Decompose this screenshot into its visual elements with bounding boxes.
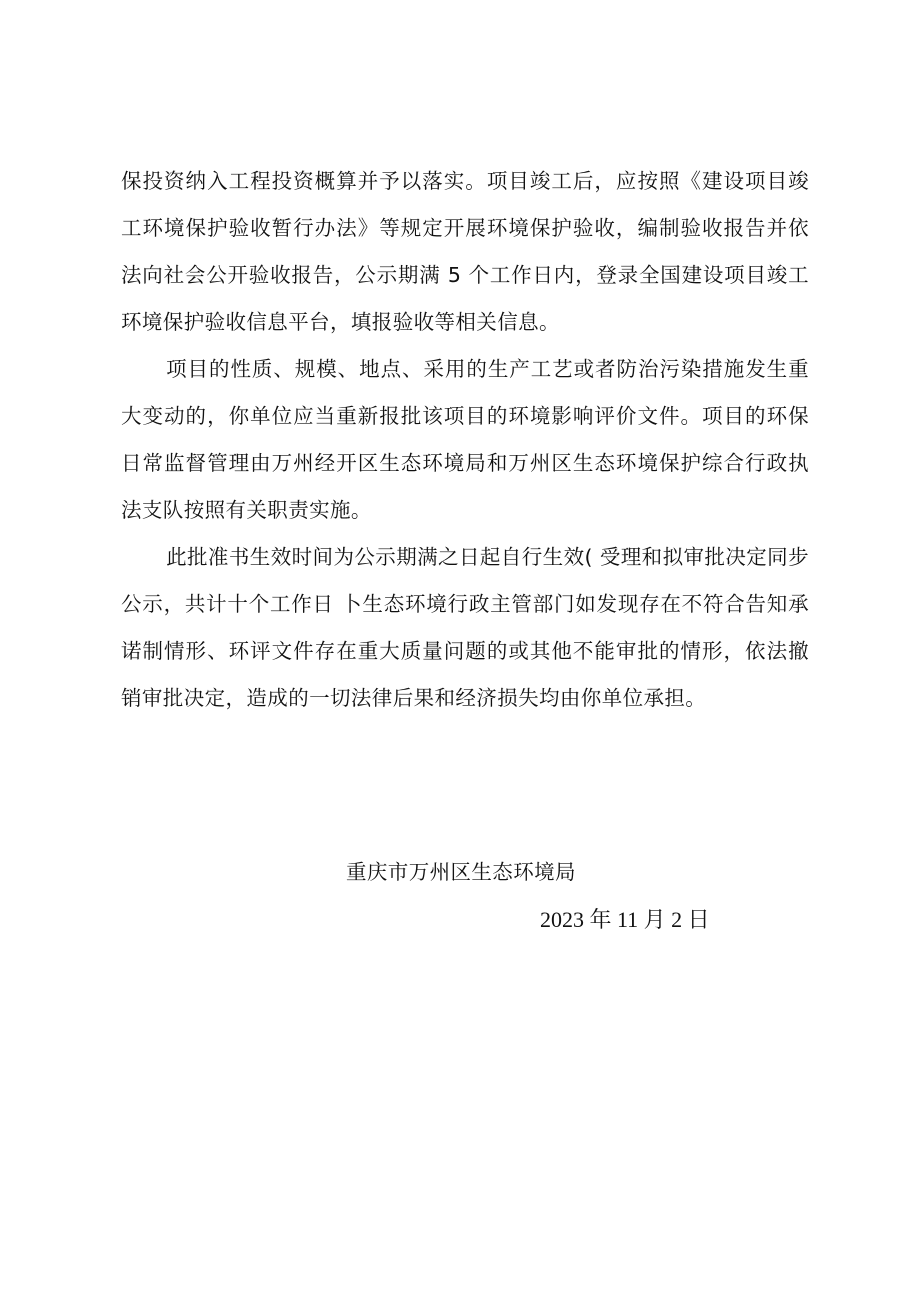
paragraph-project-changes: 项目的性质、规模、地点、采用的生产工艺或者防治污染措施发生重大变动的，你单位应当重新报批该项目的环境影响评价文件。项目的环保日常监督管理由万州经开区生态环境局和万州区生态环境保护综合行政执法支队按照有关职责实施。 bbox=[121, 357, 809, 522]
issuing-authority: 重庆市万州区生态环境局 bbox=[346, 860, 576, 884]
paragraph-effective-time: 此批准书生效时间为公示期满之日起自行生效( 受理和拟审批决定同步公示，共计十个工作日 卜生态环境行政主管部门如发现存在不符合告知承诺制情形、环评文件存在重大质量问题的或其他不能审批的情形，依法撤销审批决定，造成的一切法律后果和经济损失均由你单位承担。 bbox=[121, 545, 809, 710]
paragraph-continuation: 保投资纳入工程投资概算并予以落实。项目竣工后，应按照《建设项目竣工环境保护验收暂行办法》等规定开展环境保护验收，编制验收报告并依法向社会公开验收报告，公示期满 5 个工作日内，登录全国建设项目竣工环境保护验收信息平台，填报验收等相关信息。 bbox=[121, 169, 809, 334]
issue-date: 2023 年 11 月 2 日 bbox=[540, 907, 710, 932]
document-body bbox=[121, 158, 809, 722]
